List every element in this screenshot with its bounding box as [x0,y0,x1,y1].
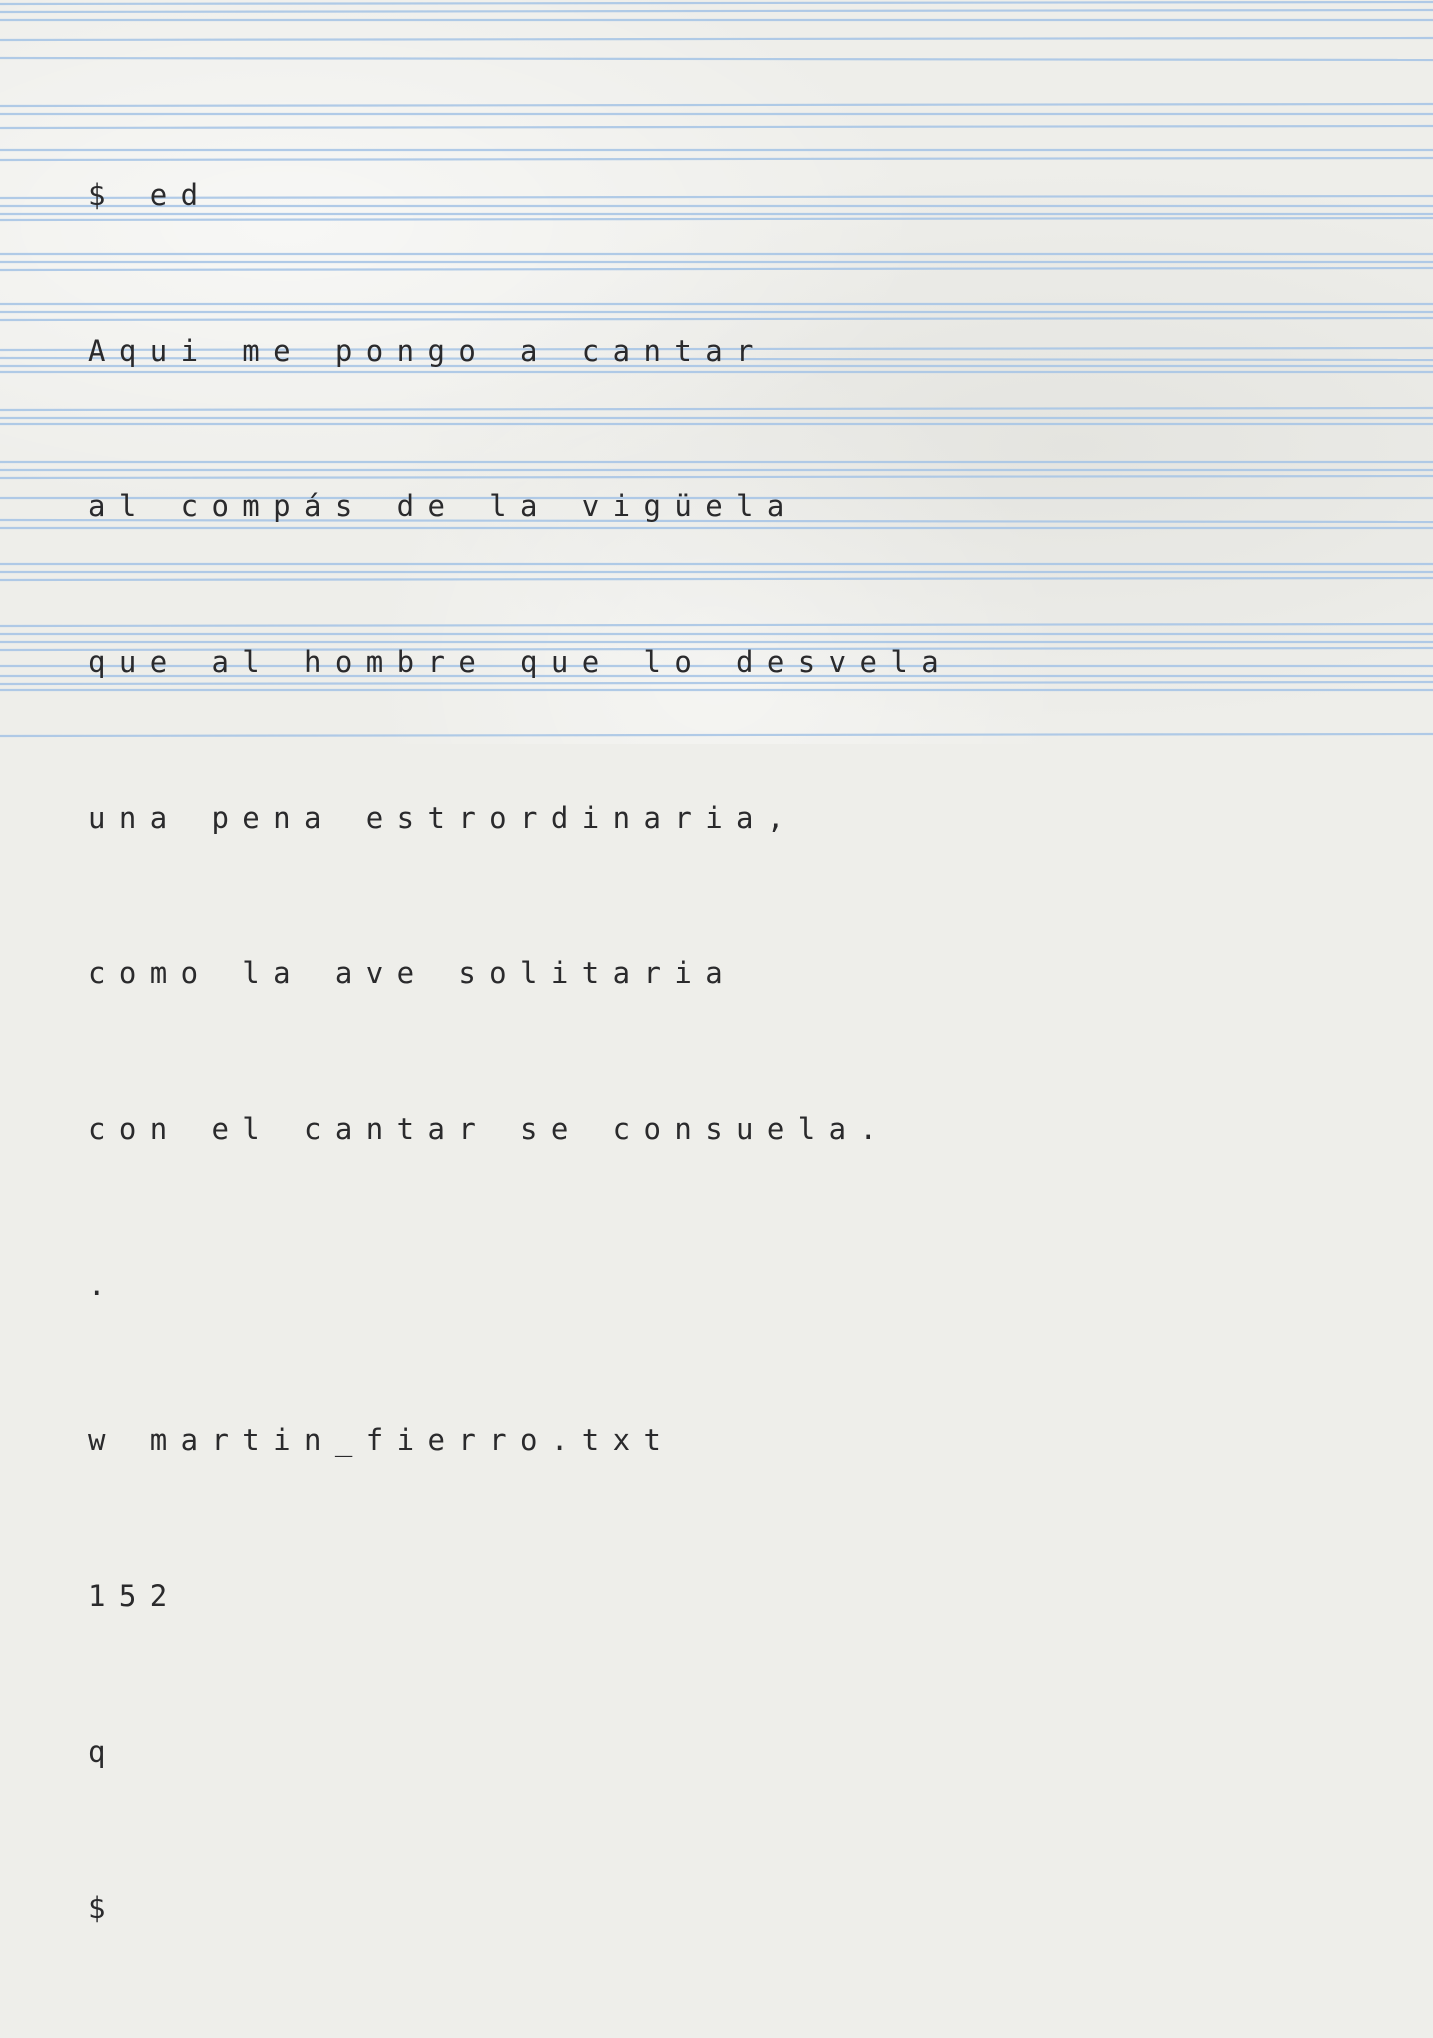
terminal-line: como la ave solitaria [88,956,737,991]
terminal-line: Aqui me pongo a cantar [88,333,767,368]
terminal-line: $ [88,1890,119,1925]
terminal-line: . [88,1267,119,1302]
terminal-output [88,66,952,2038]
terminal-line: que al hombre que lo desvela [88,644,953,679]
terminal-line: con el cantar se consuela. [88,1112,891,1147]
terminal-line: una pena estrordinaria, [88,800,798,835]
terminal-line: al compás de la vigüela [88,489,798,524]
terminal-line: $ ed [88,177,212,212]
terminal-line: q [88,1734,119,1769]
terminal-line: w martin_fierro.txt [88,1423,675,1458]
terminal-line: 152 [88,1579,181,1614]
